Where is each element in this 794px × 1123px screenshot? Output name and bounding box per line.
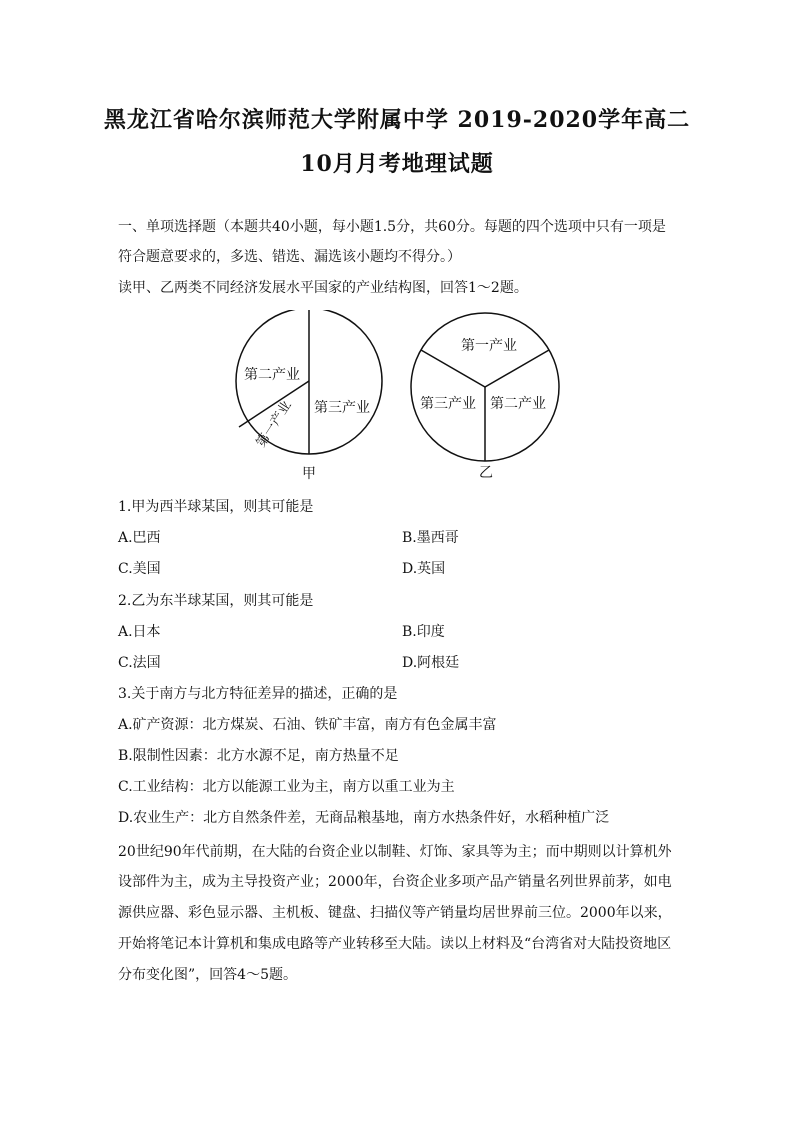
section-heading: 一、单项选择题（本题共40小题，每小题1.5分，共60分。每题的四个选项中只有一项是: [118, 219, 666, 235]
passage-line-4: 开始将笔记本计算机和集成电路等产业转移至大陆。读以上材料及“台湾省对大陆投资地区: [118, 936, 672, 952]
question-3-option-d: D.农业生产：北方自然条件差，无商品粮基地，南方水热条件好，水稻种植广泛: [118, 810, 610, 826]
pie-caption-yi: 乙: [479, 465, 493, 481]
page-title: 黑龙江省哈尔滨师范大学附属中学 2019-2020学年高二: [103, 107, 691, 133]
passage-line-2: 设部件为主，成为主导投资产业；2000年，台资企业多项产品产销量名列世界前茅，如电: [118, 874, 672, 890]
question-2-stem: 2.乙为东半球某国，则其可能是: [118, 593, 314, 609]
question-1-option-d: D.英国: [402, 561, 446, 577]
section-heading-cont: 符合题意要求的，多选、错选、漏选该小题均不得分。）: [118, 249, 461, 265]
question-3-option-a: A.矿产资源：北方煤炭、石油、铁矿丰富，南方有色金属丰富: [118, 717, 497, 733]
slice-label-yi-primary: 第一产业: [461, 338, 517, 354]
question-2-option-c: C.法国: [118, 655, 161, 671]
question-1-option-a: A.巴西: [118, 530, 161, 546]
question-3-option-c: C.工业结构：北方以能源工业为主，南方以重工业为主: [118, 779, 455, 795]
slice-label-yi-tertiary: 第三产业: [420, 396, 476, 412]
slice-label-jia-secondary: 第二产业: [244, 367, 300, 383]
question-1-option-b: B.墨西哥: [402, 530, 459, 546]
pie-divider-yi-3: [485, 350, 549, 387]
question-2-option-a: A.日本: [118, 624, 161, 640]
question-1-option-c: C.美国: [118, 561, 161, 577]
pie-chart-yi: [405, 310, 570, 485]
question-intro: 读甲、乙两类不同经济发展水平国家的产业结构图，回答1～2题。: [118, 280, 528, 296]
pie-chart-jia: [225, 310, 395, 485]
slice-label-yi-secondary: 第二产业: [490, 396, 546, 412]
pie-caption-jia: 甲: [302, 466, 316, 482]
question-3-option-b: B.限制性因素：北方水源不足，南方热量不足: [118, 748, 399, 764]
question-3-stem: 3.关于南方与北方特征差异的描述，正确的是: [118, 686, 398, 702]
question-1-stem: 1.甲为西半球某国，则其可能是: [118, 499, 314, 515]
passage-line-3: 源供应器、彩色显示器、主机板、键盘、扫描仪等产销量均居世界前三位。2000年以来，: [118, 905, 672, 921]
pie-divider-yi-2: [421, 350, 485, 387]
passage-line-1: 20世纪90年代前期，在大陆的台资企业以制鞋、灯饰、家具等为主；而中期则以计算机外: [118, 844, 672, 860]
passage-line-5: 分布变化图”，回答4～5题。: [118, 967, 297, 983]
slice-label-jia-tertiary: 第三产业: [314, 400, 370, 416]
question-2-option-d: D.阿根廷: [402, 655, 460, 671]
page-subtitle: 10月月考地理试题: [300, 151, 494, 177]
question-2-option-b: B.印度: [402, 624, 445, 640]
slice-label-jia-primary: 第一产业: [253, 398, 295, 451]
